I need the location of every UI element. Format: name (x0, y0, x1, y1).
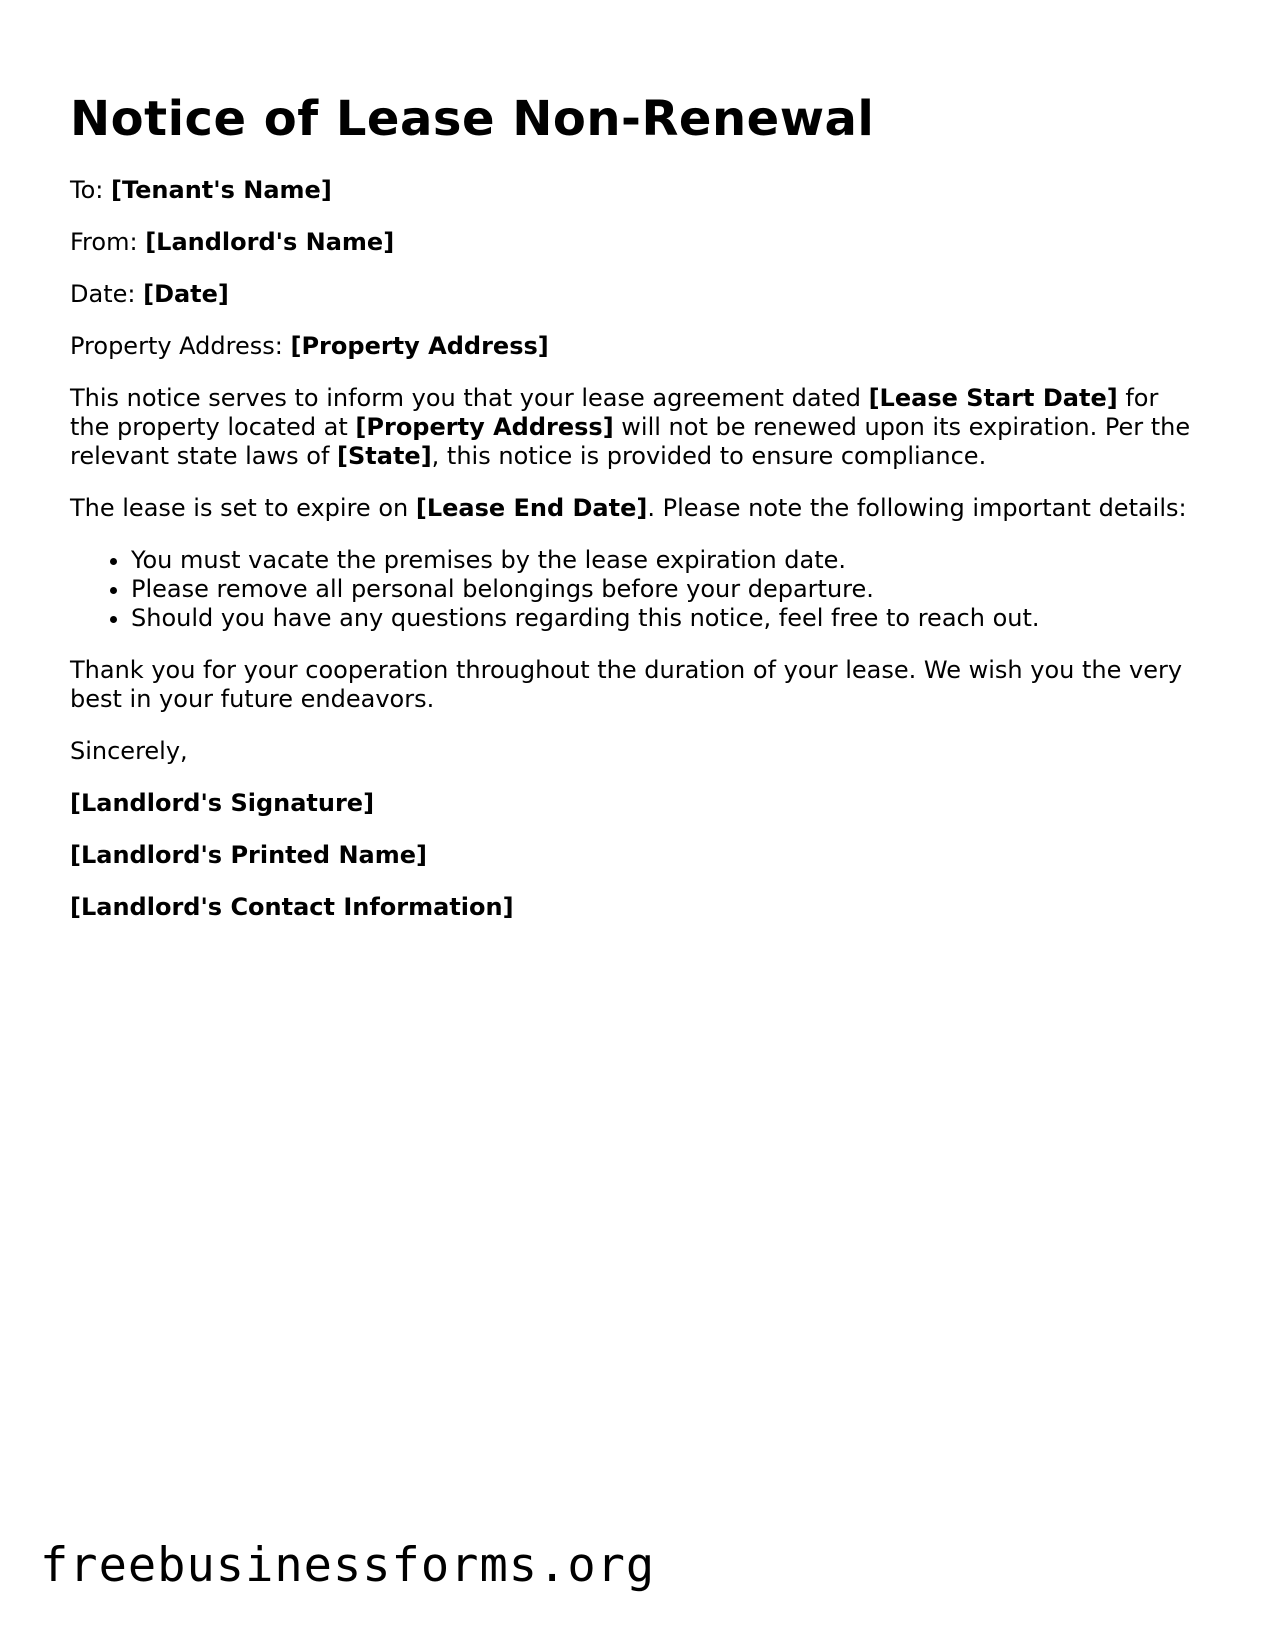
notice-text-1: This notice serves to inform you that your lease agreement dated (70, 384, 869, 412)
expiration-text-2: . Please note the following important details: (647, 494, 1187, 522)
list-item: • Should you have any questions regarding this notice, feel free to reach out. (131, 604, 1200, 633)
details-list (70, 546, 1200, 633)
property-address-placeholder: [Property Address] (290, 332, 549, 360)
landlord-name-placeholder: [Landlord's Name] (145, 228, 395, 256)
tenant-name-placeholder: [Tenant's Name] (111, 176, 332, 204)
property-address-inline-placeholder: [Property Address] (355, 413, 614, 441)
list-item: • You must vacate the premises by the lease expiration date. (131, 546, 1200, 575)
landlord-printed-name-placeholder: [Landlord's Printed Name] (70, 841, 427, 869)
expiration-text-1: The lease is set to expire on (70, 494, 416, 522)
from-label: From: (70, 228, 138, 256)
lease-end-date-placeholder: [Lease End Date] (415, 494, 648, 522)
to-label: To: (70, 176, 104, 204)
expiration-paragraph (70, 494, 1200, 523)
date-label: Date: (70, 280, 136, 308)
notice-text-4: , this notice is provided to ensure compliance. (431, 442, 987, 470)
date-placeholder: [Date] (143, 280, 229, 308)
landlord-contact-placeholder: [Landlord's Contact Information] (70, 893, 514, 921)
state-placeholder: [State] (337, 442, 432, 470)
landlord-signature-placeholder: [Landlord's Signature] (70, 789, 375, 817)
document-page (70, 0, 1200, 922)
from-line (70, 228, 1200, 257)
date-line (70, 280, 1200, 309)
list-item: • Please remove all personal belongings before your departure. (131, 575, 1200, 604)
lease-start-date-placeholder: [Lease Start Date] (868, 384, 1118, 412)
sign-off: Sincerely, (70, 737, 188, 765)
notice-text-3: will not be renewed upon its expiration. Per the relevant state laws of (70, 413, 1191, 470)
document-title: Notice of Lease Non-Renewal (70, 91, 875, 147)
closing-paragraph: Thank you for your cooperation throughout the duration of your lease. We wish you the very best in your future endeavors. (70, 656, 1183, 713)
notice-paragraph (70, 384, 1200, 471)
property-address-line (70, 332, 1200, 361)
to-line (70, 176, 1200, 205)
notice-text-2: for the property located at (70, 384, 1159, 441)
property-address-label: Property Address: (70, 332, 283, 360)
site-watermark: freebusinessforms.org (40, 1538, 656, 1593)
